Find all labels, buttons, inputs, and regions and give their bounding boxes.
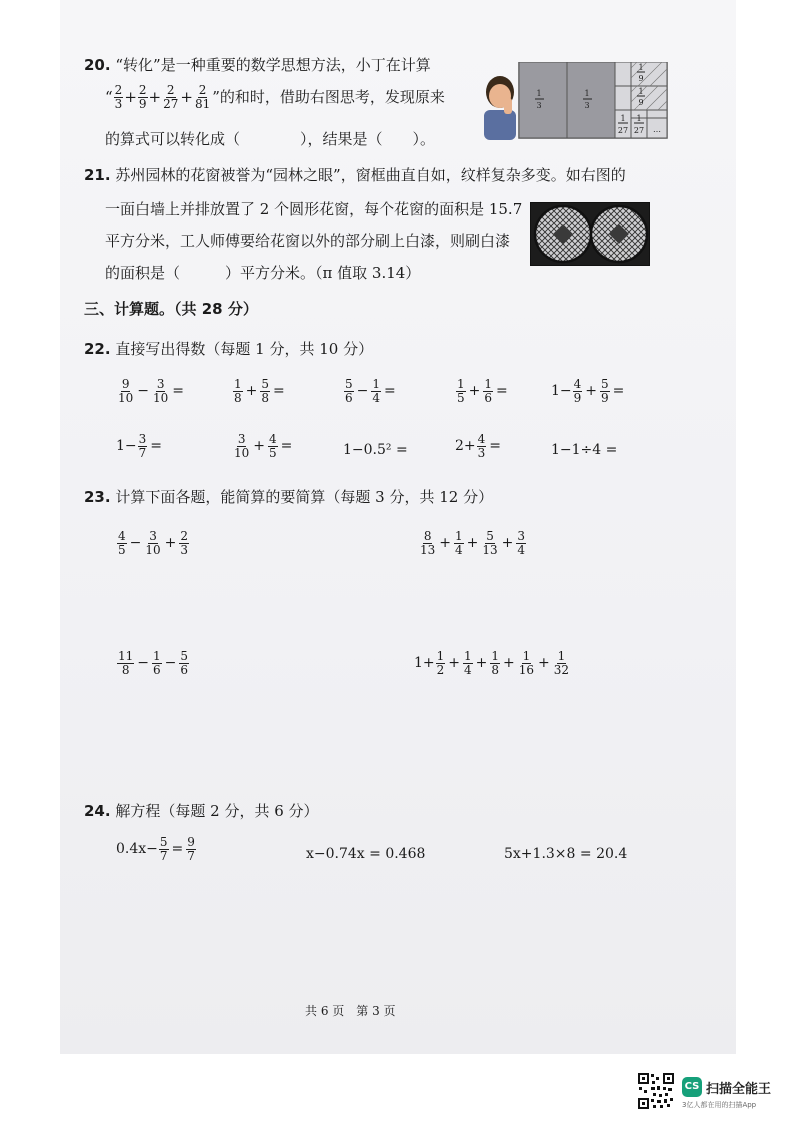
q23-expr-2: $\frac{8}{13}$ + $\frac{1}{4}$ + $\frac{5}{13}$ + $\frac{3}{4}$ bbox=[420, 529, 526, 557]
qr-code-icon bbox=[637, 1072, 675, 1110]
svg-text:3: 3 bbox=[536, 101, 542, 110]
q22-expr-10: 1−1÷4 = bbox=[551, 442, 618, 458]
q22-expr-3: $\frac{5}{6}$ − $\frac{1}{4}$ = bbox=[345, 377, 396, 405]
page-footer: 共 6 页 第 3 页 bbox=[305, 1004, 396, 1018]
garden-window-figure bbox=[530, 202, 650, 266]
question-20-line3: 的算式可以转化成（ ），结果是（ ）。 bbox=[105, 130, 436, 148]
question-21-line2: 一面白墙上并排放置了 2 个圆形花窗，每个花窗的面积是 15.7 bbox=[105, 200, 523, 218]
q23-expr-1: $\frac{4}{5}$ − $\frac{3}{10}$ + $\frac{2}{3}$ bbox=[118, 529, 189, 557]
question-20-line2: “ $\frac{2}{3}$ + $\frac{2}{9}$ + $\frac{2}{27}$ + $\frac{2}{81}$ ”的和时，借助右图思考，发现原来 bbox=[105, 83, 445, 111]
q22-expr-1: $\frac{9}{10}$ − $\frac{3}{10}$ = bbox=[118, 377, 185, 405]
q23-expr-4: 1+ $\frac{1}{2}$ + $\frac{1}{4}$ + $\frac{1}{8}$ + $\frac{1}{16}$ + $\frac{1}{32}$ bbox=[414, 649, 570, 677]
svg-text:1: 1 bbox=[636, 114, 642, 123]
svg-text:…: … bbox=[653, 125, 661, 134]
q22-expr-2: $\frac{1}{8}$ + $\frac{5}{8}$ = bbox=[234, 377, 285, 405]
exam-page bbox=[60, 0, 736, 1054]
q24-equation-3: 5x+1.3×8 = 20.4 bbox=[504, 846, 628, 862]
camscanner-logo-icon: CS bbox=[682, 1077, 702, 1097]
svg-text:3: 3 bbox=[584, 101, 590, 110]
q22-expr-5: 1− $\frac{4}{9}$ + $\frac{5}{9}$ = bbox=[551, 377, 625, 405]
q22-expr-4: $\frac{1}{5}$ + $\frac{1}{6}$ = bbox=[457, 377, 508, 405]
section-3-heading: 三、计算题。（共 28 分） bbox=[84, 300, 258, 318]
q22-expr-8: 1−0.5² = bbox=[343, 442, 408, 458]
question-22-title: 22. 直接写出得数（每题 1 分，共 10 分） bbox=[84, 340, 374, 358]
svg-text:1: 1 bbox=[584, 89, 590, 98]
question-21-line4: 的面积是（ ）平方分米。（π 值取 3.14） bbox=[105, 264, 421, 282]
q24-equation-1: 0.4x− $\frac{5}{7}$ = $\frac{9}{7}$ bbox=[116, 835, 195, 863]
question-20-line1: 20. “转化”是一种重要的数学思想方法，小丁在计算 bbox=[84, 56, 431, 74]
svg-text:1: 1 bbox=[620, 114, 626, 123]
svg-text:27: 27 bbox=[633, 126, 645, 135]
question-21-line3: 平方分米，工人师傅要给花窗以外的部分刷上白漆，则刷白漆 bbox=[105, 232, 511, 250]
camscanner-name: 扫描全能王 bbox=[706, 1081, 772, 1097]
svg-text:1: 1 bbox=[638, 63, 644, 72]
q24-equation-2: x−0.74x = 0.468 bbox=[306, 846, 426, 862]
fraction-square-figure bbox=[478, 62, 668, 142]
camscanner-tagline: 3亿人都在用的扫描App bbox=[682, 1101, 757, 1109]
svg-text:9: 9 bbox=[638, 98, 644, 107]
q22-expr-7: $\frac{3}{10}$ + $\frac{4}{5}$ = bbox=[234, 432, 293, 460]
question-23-title: 23. 计算下面各题，能简算的要简算（每题 3 分，共 12 分） bbox=[84, 488, 494, 506]
q22-expr-6: 1− $\frac{3}{7}$ = bbox=[116, 432, 163, 460]
q23-expr-3: $\frac{11}{8}$ − $\frac{1}{6}$ − $\frac{5}{6}$ bbox=[118, 649, 189, 677]
q22-expr-9: 2+ $\frac{4}{3}$ = bbox=[455, 432, 502, 460]
svg-text:27: 27 bbox=[617, 126, 629, 135]
svg-text:1: 1 bbox=[638, 87, 644, 96]
svg-text:1: 1 bbox=[536, 89, 542, 98]
svg-text:9: 9 bbox=[638, 74, 644, 83]
question-21-line1: 21. 苏州园林的花窗被誉为“园林之眼”，窗框曲直自如，纹样复杂多变。如右图的 bbox=[84, 166, 626, 184]
camscanner-brand bbox=[682, 1077, 771, 1110]
thinking-boy-illustration bbox=[484, 76, 516, 140]
question-24-title: 24. 解方程（每题 2 分，共 6 分） bbox=[84, 802, 319, 820]
